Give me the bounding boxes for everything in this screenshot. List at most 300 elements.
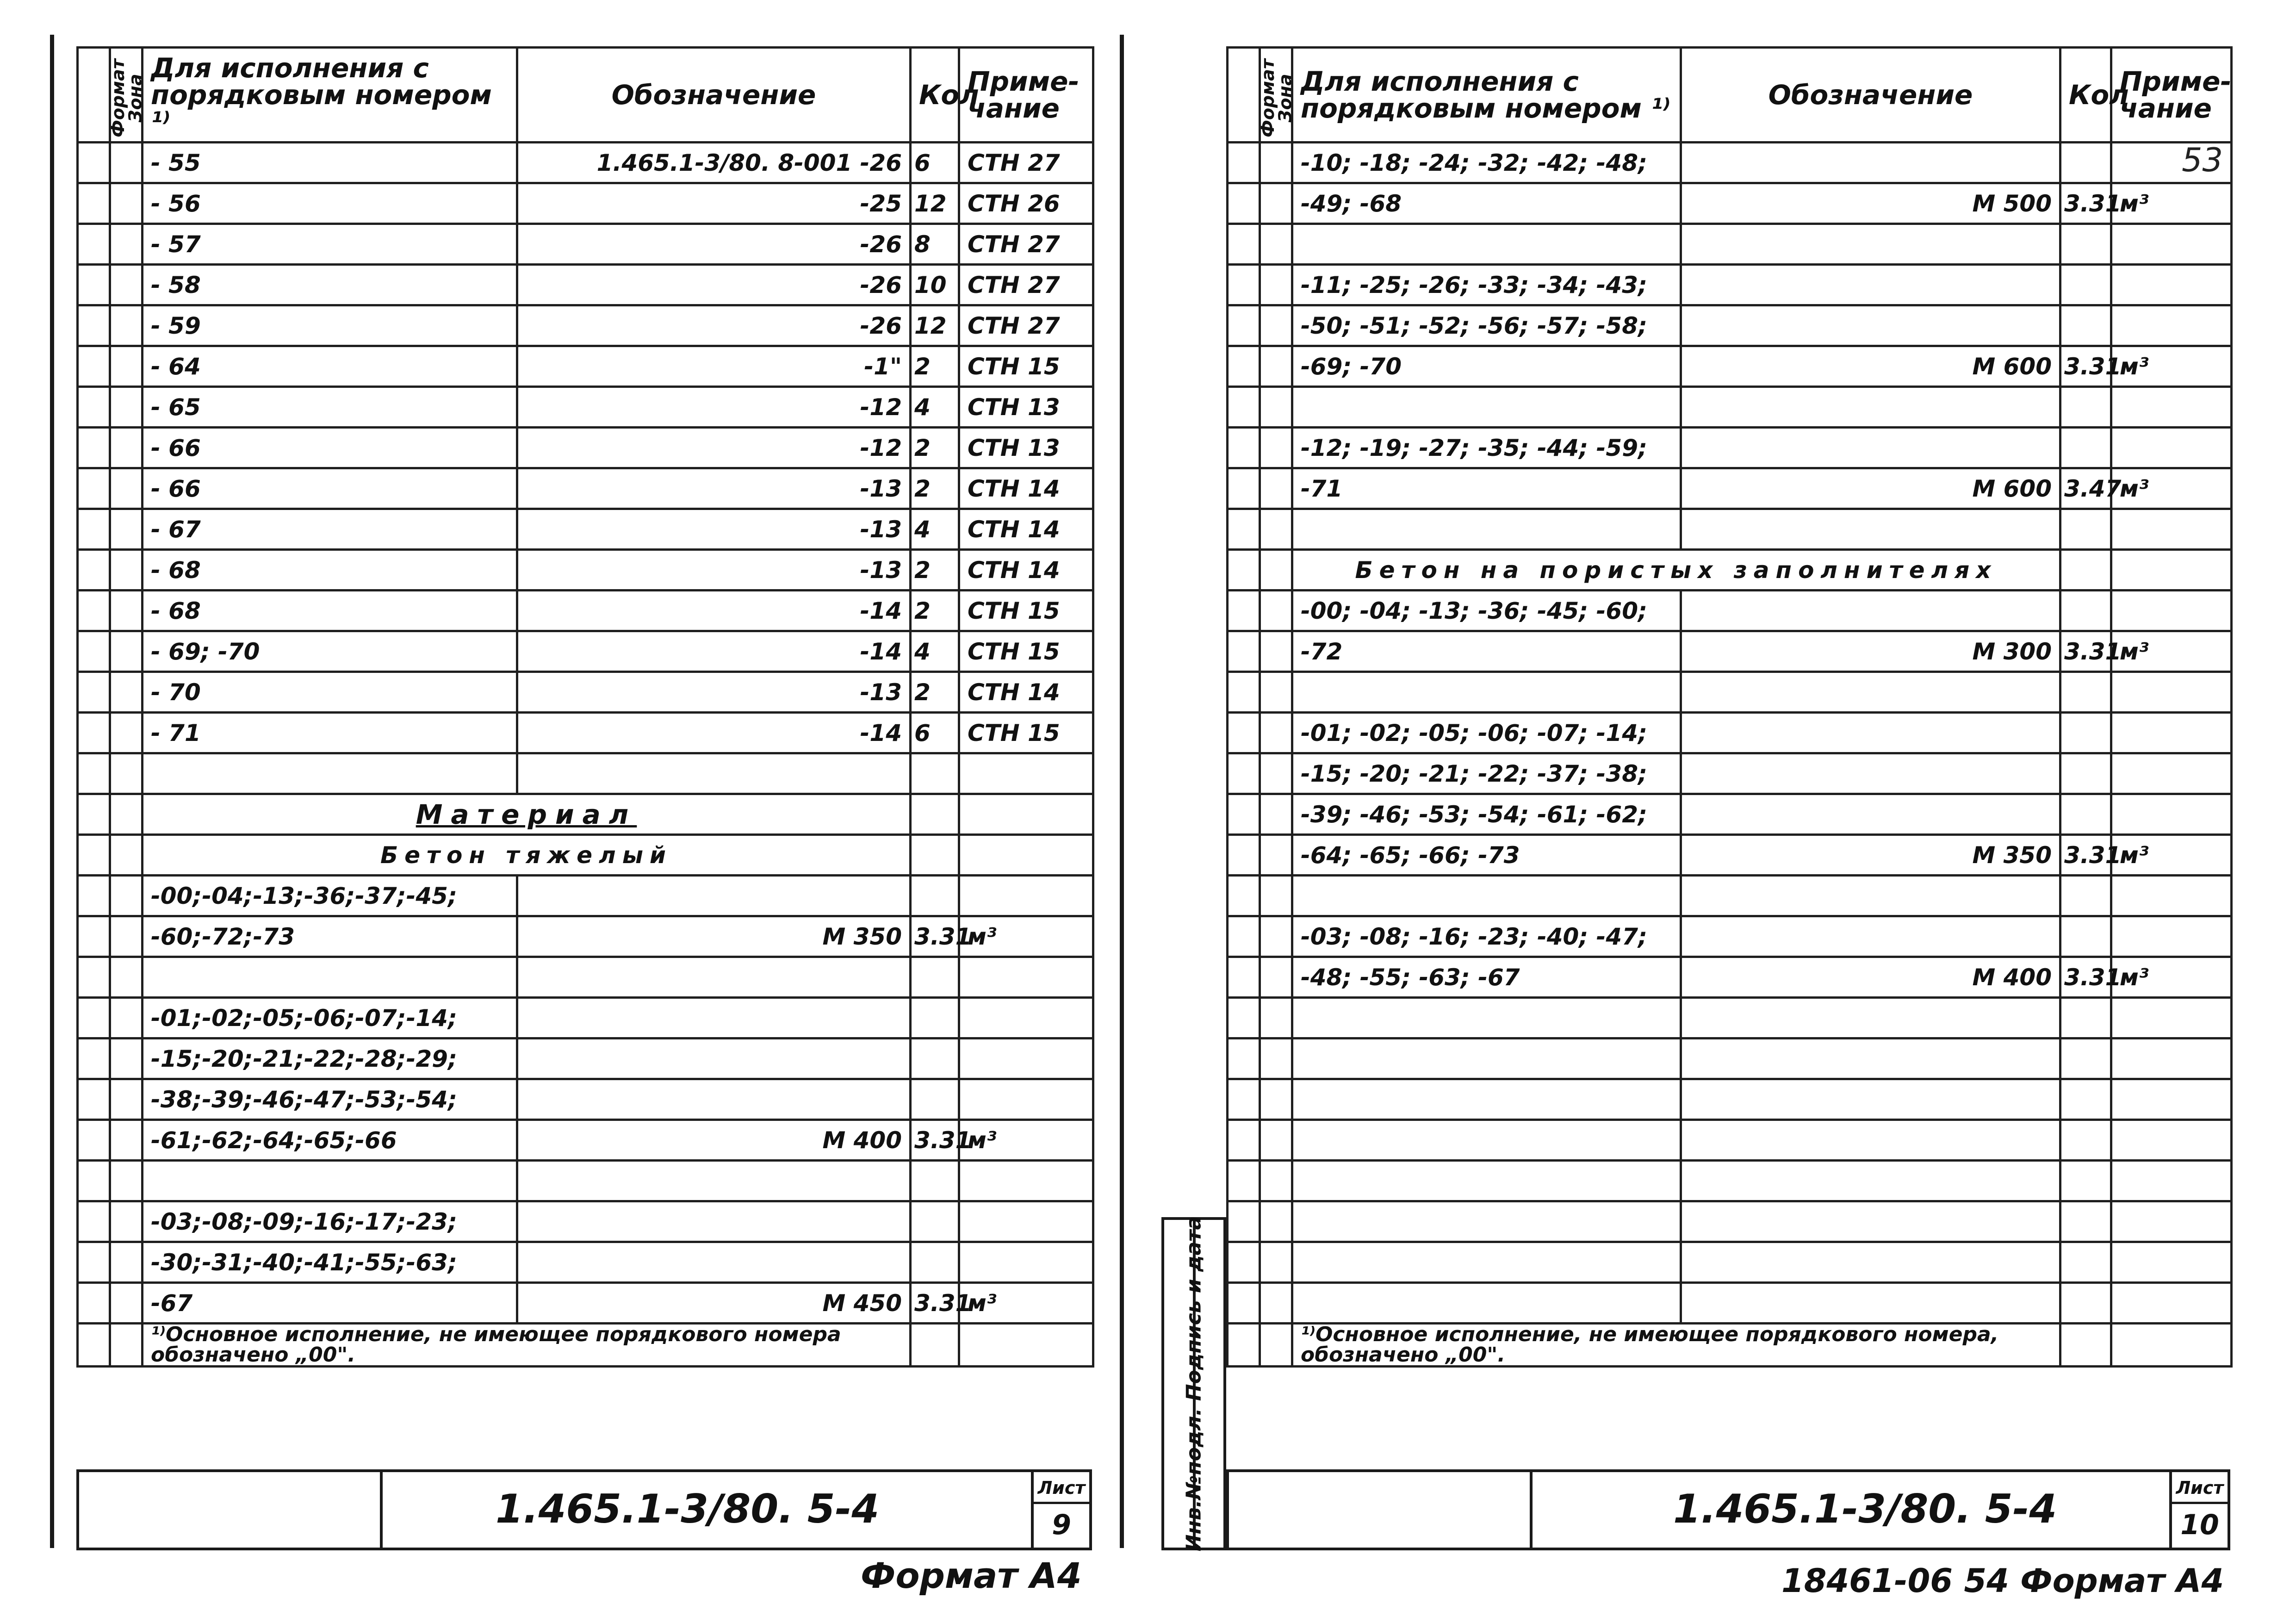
material-title: Материал — [416, 798, 637, 830]
note-cell — [2111, 1201, 2232, 1242]
table-row — [1228, 713, 2232, 753]
table-row — [1228, 876, 2232, 916]
zone-cell — [110, 916, 143, 957]
variant-cell: - 68 — [143, 550, 517, 591]
right-title-divider — [1530, 1472, 1533, 1548]
variant-cell — [143, 1161, 517, 1201]
designation-cell: -12 — [517, 387, 911, 428]
qty-cell: 10 — [911, 265, 959, 305]
variant-cell: -60;-72;-73 — [143, 916, 517, 957]
table-row — [78, 713, 1093, 753]
qty-cell — [2060, 387, 2111, 428]
designation-cell: М 600 — [1681, 468, 2060, 509]
qty-cell — [2060, 509, 2111, 550]
note-cell: м³ — [959, 1120, 1093, 1161]
qty-cell — [2060, 713, 2111, 753]
note-cell — [2111, 672, 2232, 713]
format-cell — [78, 631, 110, 672]
designation-cell: -25 — [517, 183, 911, 224]
designation-cell — [1681, 998, 2060, 1038]
format-cell — [1228, 794, 1260, 835]
table-row — [1228, 468, 2232, 509]
note-cell — [2111, 428, 2232, 468]
designation-cell — [1681, 265, 2060, 305]
note-cell: СТН 27 — [959, 305, 1093, 346]
left-format-footer: Формат А4 — [861, 1555, 1082, 1596]
variant-cell: - 59 — [143, 305, 517, 346]
table-row — [1228, 1120, 2232, 1161]
zone-cell — [1260, 1283, 1292, 1324]
left-header-row — [78, 48, 1093, 143]
qty-cell — [911, 1242, 959, 1283]
note-cell — [2111, 713, 2232, 753]
porous-concrete-row — [1228, 550, 2232, 591]
format-cell — [1228, 631, 1260, 672]
format-cell — [1228, 224, 1260, 265]
qty-cell — [2060, 1242, 2111, 1283]
left-sheet-label: Лист — [1034, 1474, 1089, 1504]
zone-cell — [1260, 265, 1292, 305]
format-cell — [1228, 305, 1260, 346]
variant-cell: -10; -18; -24; -32; -42; -48; — [1292, 143, 1681, 183]
format-cell — [78, 143, 110, 183]
variant-cell: -71 — [1292, 468, 1681, 509]
left-title-divider — [380, 1472, 383, 1548]
note-cell — [959, 998, 1093, 1038]
zone-cell — [1260, 753, 1292, 794]
format-cell — [78, 998, 110, 1038]
zone-cell — [1260, 305, 1292, 346]
zone-cell — [1260, 713, 1292, 753]
note-header: Приме-чание — [959, 48, 1093, 143]
note-cell — [2111, 876, 2232, 916]
designation-cell — [517, 998, 911, 1038]
variant-cell — [1292, 509, 1681, 550]
zone-header: Зона — [110, 48, 143, 143]
qty-cell: 3.31 — [2060, 957, 2111, 998]
designation-header: Обозначение — [1681, 48, 2060, 143]
format-cell — [78, 1201, 110, 1242]
qty-cell: 4 — [911, 387, 959, 428]
table-row — [78, 305, 1093, 346]
zone-cell — [110, 1201, 143, 1242]
zone-cell — [1260, 591, 1292, 631]
zone-cell — [1260, 916, 1292, 957]
note-header: Приме-чание — [2111, 48, 2232, 143]
zone-cell — [110, 346, 143, 387]
note-cell: СТН 14 — [959, 509, 1093, 550]
variant-cell — [1292, 387, 1681, 428]
designation-cell — [1681, 794, 2060, 835]
designation-cell — [517, 876, 911, 916]
variant-cell: - 64 — [143, 346, 517, 387]
table-row — [78, 224, 1093, 265]
format-header: Формат — [78, 48, 110, 143]
qty-cell — [2060, 224, 2111, 265]
qty-cell: 12 — [911, 183, 959, 224]
note-cell — [959, 1201, 1093, 1242]
designation-cell: М 350 — [1681, 835, 2060, 876]
left-sheet-number: 9 — [1052, 1509, 1071, 1541]
designation-cell: -13 — [517, 468, 911, 509]
variant-header: Для исполнения с порядковым номером ¹⁾ — [1292, 48, 1681, 143]
zone-cell — [110, 1161, 143, 1201]
note-cell: м³ — [959, 1283, 1093, 1324]
designation-cell: -13 — [517, 550, 911, 591]
designation-cell: -26 — [517, 305, 911, 346]
note-cell — [2111, 1161, 2232, 1201]
zone-cell — [1260, 835, 1292, 876]
designation-cell: -13 — [517, 509, 911, 550]
table-row — [1228, 957, 2232, 998]
note-cell: м³ — [2111, 957, 2232, 998]
designation-header: Обозначение — [517, 48, 911, 143]
format-cell — [1228, 1079, 1260, 1120]
variant-cell — [143, 957, 517, 998]
table-row — [78, 183, 1093, 224]
table-row — [1228, 998, 2232, 1038]
left-sheet-border — [50, 35, 54, 1548]
note-cell: СТН 15 — [959, 713, 1093, 753]
variant-header: Для исполнения с порядковым номером ¹⁾ — [143, 48, 517, 143]
variant-cell: -01;-02;-05;-06;-07;-14; — [143, 998, 517, 1038]
format-cell — [1228, 591, 1260, 631]
variant-cell — [1292, 1242, 1681, 1283]
format-cell — [1228, 346, 1260, 387]
qty-cell — [2060, 305, 2111, 346]
format-cell — [1228, 387, 1260, 428]
zone-cell — [110, 591, 143, 631]
variant-cell: - 58 — [143, 265, 517, 305]
zone-cell — [110, 753, 143, 794]
note-cell: СТН 15 — [959, 346, 1093, 387]
zone-cell — [1260, 1201, 1292, 1242]
variant-cell — [1292, 672, 1681, 713]
variant-cell: -12; -19; -27; -35; -44; -59; — [1292, 428, 1681, 468]
designation-cell — [517, 1201, 911, 1242]
variant-cell: -03;-08;-09;-16;-17;-23; — [143, 1201, 517, 1242]
zone-cell — [1260, 1038, 1292, 1079]
material-row — [78, 794, 1093, 835]
zone-cell — [110, 1283, 143, 1324]
zone-cell — [1260, 1161, 1292, 1201]
table-row — [78, 1242, 1093, 1283]
table-row — [78, 876, 1093, 916]
table-row — [78, 1161, 1093, 1201]
zone-cell — [110, 1120, 143, 1161]
variant-cell: - 67 — [143, 509, 517, 550]
note-cell — [2111, 1120, 2232, 1161]
zone-cell — [110, 143, 143, 183]
note-cell — [2111, 224, 2232, 265]
note-cell — [2111, 387, 2232, 428]
designation-cell — [517, 1242, 911, 1283]
zone-cell — [1260, 957, 1292, 998]
zone-cell — [110, 305, 143, 346]
table-row — [78, 591, 1093, 631]
designation-cell — [517, 1079, 911, 1120]
table-row — [78, 143, 1093, 183]
variant-cell: -48; -55; -63; -67 — [1292, 957, 1681, 998]
table-row — [1228, 183, 2232, 224]
variant-cell: -15;-20;-21;-22;-28;-29; — [143, 1038, 517, 1079]
note-cell — [2111, 1283, 2232, 1324]
table-row — [78, 468, 1093, 509]
zone-cell — [110, 183, 143, 224]
qty-cell — [2060, 591, 2111, 631]
qty-cell — [2060, 794, 2111, 835]
table-row — [1228, 1038, 2232, 1079]
zone-cell — [1260, 631, 1292, 672]
qty-cell: 3.31 — [2060, 631, 2111, 672]
qty-cell — [2060, 1201, 2111, 1242]
zone-cell — [1260, 876, 1292, 916]
note-cell — [2111, 916, 2232, 957]
qty-cell — [2060, 998, 2111, 1038]
designation-cell — [517, 957, 911, 998]
table-row — [1228, 835, 2232, 876]
table-row — [78, 265, 1093, 305]
table-row — [78, 1201, 1093, 1242]
qty-cell: 2 — [911, 428, 959, 468]
note-cell: м³ — [2111, 183, 2232, 224]
format-cell — [78, 224, 110, 265]
table-row — [1228, 1242, 2232, 1283]
variant-cell: - 66 — [143, 468, 517, 509]
table-row — [78, 916, 1093, 957]
qty-cell — [911, 876, 959, 916]
format-cell — [1228, 835, 1260, 876]
note-cell — [2111, 1079, 2232, 1120]
qty-cell — [2060, 1120, 2111, 1161]
designation-cell: М 300 — [1681, 631, 2060, 672]
left-footnote: ¹⁾Основное исполнение, не имеющее порядкового номера обозначено „00". — [143, 1324, 911, 1367]
format-cell — [78, 1242, 110, 1283]
right-footnote-row — [1228, 1324, 2232, 1367]
variant-cell: -69; -70 — [1292, 346, 1681, 387]
designation-cell — [1681, 387, 2060, 428]
designation-cell: М 400 — [1681, 957, 2060, 998]
qty-cell: 2 — [911, 468, 959, 509]
format-cell — [1228, 1120, 1260, 1161]
zone-cell — [1260, 998, 1292, 1038]
variant-cell: - 69; -70 — [143, 631, 517, 672]
qty-cell — [2060, 876, 2111, 916]
qty-cell: 6 — [911, 713, 959, 753]
note-cell: м³ — [2111, 835, 2232, 876]
note-cell: СТН 27 — [959, 265, 1093, 305]
designation-cell — [1681, 428, 2060, 468]
designation-cell: 1.465.1-3/80. 8-001 -26 — [517, 143, 911, 183]
format-cell — [1228, 957, 1260, 998]
qty-cell: 3.31 — [911, 1283, 959, 1324]
zone-cell — [110, 672, 143, 713]
format-cell — [1228, 428, 1260, 468]
note-cell: СТН 26 — [959, 183, 1093, 224]
zone-cell — [110, 509, 143, 550]
variant-cell: - 57 — [143, 224, 517, 265]
note-cell — [959, 1079, 1093, 1120]
right-title-block — [1226, 1469, 2230, 1550]
designation-cell: М 600 — [1681, 346, 2060, 387]
qty-cell — [2060, 143, 2111, 183]
table-row — [1228, 1161, 2232, 1201]
variant-cell — [1292, 998, 1681, 1038]
variant-cell — [1292, 1038, 1681, 1079]
variant-cell: - 68 — [143, 591, 517, 631]
format-cell — [1228, 1201, 1260, 1242]
table-row — [78, 1283, 1093, 1324]
format-cell — [78, 468, 110, 509]
variant-cell: -49; -68 — [1292, 183, 1681, 224]
page-number: 53 — [2182, 141, 2223, 179]
variant-cell: -01; -02; -05; -06; -07; -14; — [1292, 713, 1681, 753]
format-cell — [1228, 1038, 1260, 1079]
designation-cell — [1681, 1161, 2060, 1201]
table-row — [1228, 509, 2232, 550]
qty-cell — [2060, 1038, 2111, 1079]
note-cell: СТН 13 — [959, 428, 1093, 468]
designation-cell: -13 — [517, 672, 911, 713]
table-row — [1228, 1201, 2232, 1242]
designation-cell — [1681, 1283, 2060, 1324]
note-cell: СТН 15 — [959, 631, 1093, 672]
format-cell — [78, 916, 110, 957]
format-cell — [1228, 183, 1260, 224]
note-cell — [959, 1161, 1093, 1201]
variant-cell — [143, 753, 517, 794]
qty-cell — [911, 957, 959, 998]
format-header: Формат — [1228, 48, 1260, 143]
zone-cell — [110, 550, 143, 591]
variant-cell: -30;-31;-40;-41;-55;-63; — [143, 1242, 517, 1283]
format-cell — [1228, 1283, 1260, 1324]
zone-cell — [110, 713, 143, 753]
variant-cell: - 70 — [143, 672, 517, 713]
note-cell — [2111, 509, 2232, 550]
designation-cell — [1681, 1038, 2060, 1079]
right-sheet-label: Лист — [2172, 1474, 2228, 1504]
right-spec-table — [1226, 46, 2233, 1368]
zone-cell — [110, 631, 143, 672]
variant-cell — [1292, 1161, 1681, 1201]
format-cell — [78, 265, 110, 305]
format-cell — [1228, 468, 1260, 509]
variant-cell: -11; -25; -26; -33; -34; -43; — [1292, 265, 1681, 305]
table-row — [1228, 916, 2232, 957]
zone-cell — [1260, 468, 1292, 509]
right-sheet-number: 10 — [2180, 1509, 2219, 1541]
qty-cell — [2060, 428, 2111, 468]
designation-cell — [1681, 224, 2060, 265]
designation-cell — [517, 1038, 911, 1079]
format-cell — [78, 876, 110, 916]
format-cell — [1228, 1161, 1260, 1201]
note-cell: м³ — [959, 916, 1093, 957]
variant-cell: -03; -08; -16; -23; -40; -47; — [1292, 916, 1681, 957]
format-cell — [78, 509, 110, 550]
right-sheet-box — [2169, 1472, 2228, 1548]
table-row — [78, 550, 1093, 591]
zone-cell — [110, 224, 143, 265]
zone-cell — [1260, 672, 1292, 713]
table-row — [78, 1038, 1093, 1079]
zone-cell — [110, 957, 143, 998]
variant-cell — [1292, 1079, 1681, 1120]
note-cell — [2111, 1242, 2232, 1283]
qty-cell: 3.31 — [911, 1120, 959, 1161]
qty-cell — [911, 1161, 959, 1201]
format-cell — [78, 1038, 110, 1079]
format-cell — [1228, 509, 1260, 550]
variant-cell: -67 — [143, 1283, 517, 1324]
designation-cell: -14 — [517, 591, 911, 631]
zone-cell — [110, 265, 143, 305]
note-cell: м³ — [2111, 631, 2232, 672]
variant-cell: -64; -65; -66; -73 — [1292, 835, 1681, 876]
note-cell: СТН 14 — [959, 550, 1093, 591]
variant-cell: -38;-39;-46;-47;-53;-54; — [143, 1079, 517, 1120]
table-row — [78, 1120, 1093, 1161]
designation-cell — [1681, 1242, 2060, 1283]
table-row — [1228, 1079, 2232, 1120]
variant-cell: - 71 — [143, 713, 517, 753]
zone-cell — [110, 387, 143, 428]
zone-cell — [110, 1242, 143, 1283]
qty-cell: 2 — [911, 672, 959, 713]
designation-cell: -14 — [517, 713, 911, 753]
zone-cell — [1260, 387, 1292, 428]
table-row — [78, 1079, 1093, 1120]
left-sheet-box — [1031, 1472, 1089, 1548]
format-cell — [1228, 143, 1260, 183]
qty-cell — [2060, 753, 2111, 794]
qty-cell: 3.47 — [2060, 468, 2111, 509]
right-footnote: ¹⁾Основное исполнение, не имеющее порядкового номера, обозначено „00". — [1292, 1324, 2060, 1367]
qty-cell: 2 — [911, 591, 959, 631]
note-cell — [959, 1038, 1093, 1079]
qty-cell — [911, 1201, 959, 1242]
designation-cell: -14 — [517, 631, 911, 672]
note-cell: м³ — [2111, 468, 2232, 509]
qty-cell — [911, 1079, 959, 1120]
note-cell — [2111, 1038, 2232, 1079]
designation-cell — [1681, 753, 2060, 794]
qty-cell: 2 — [911, 346, 959, 387]
table-row — [1228, 305, 2232, 346]
variant-cell — [1292, 1120, 1681, 1161]
table-row — [1228, 387, 2232, 428]
variant-cell: -72 — [1292, 631, 1681, 672]
qty-cell — [911, 1038, 959, 1079]
format-cell — [78, 183, 110, 224]
format-cell — [78, 1283, 110, 1324]
variant-cell: - 65 — [143, 387, 517, 428]
table-row — [1228, 1283, 2232, 1324]
variant-cell: -00;-04;-13;-36;-37;-45; — [143, 876, 517, 916]
designation-cell — [1681, 1201, 2060, 1242]
format-cell — [78, 713, 110, 753]
table-row — [1228, 346, 2232, 387]
note-cell: м³ — [2111, 346, 2232, 387]
designation-cell: -26 — [517, 224, 911, 265]
left-spec-table — [76, 46, 1094, 1368]
format-cell — [1228, 672, 1260, 713]
designation-cell — [1681, 305, 2060, 346]
note-cell: СТН 14 — [959, 468, 1093, 509]
format-cell — [1228, 753, 1260, 794]
qty-cell: 12 — [911, 305, 959, 346]
